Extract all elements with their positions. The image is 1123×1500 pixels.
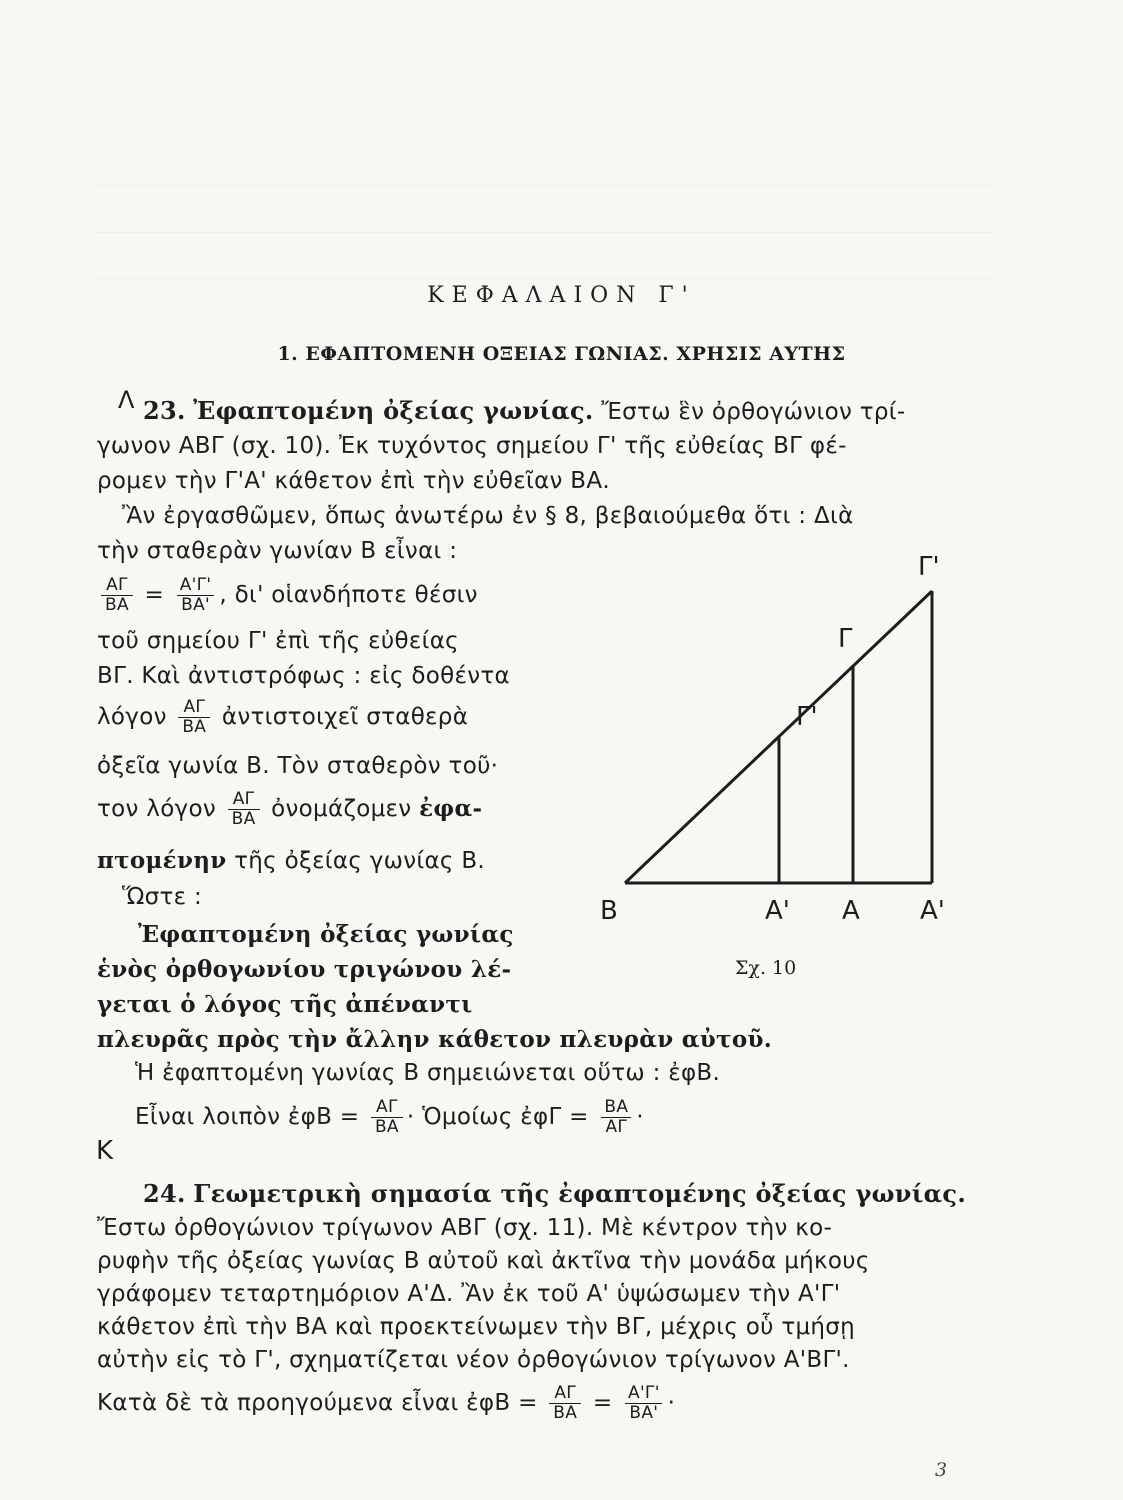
chapter-title: ΚΕΦΑΛΑΙΟΝ Γ' — [427, 283, 696, 308]
p23-line-2: γωνον ΑΒΓ (σχ. 10). Ἐκ τυχόντος σημείου Γ' τῆς εὐθείας ΒΓ φέ- — [97, 433, 847, 459]
frac-numerator: Α'Γ' — [179, 575, 212, 595]
p23-line11-a: τον λόγον — [97, 796, 216, 822]
margin-mark-1: Λ — [118, 386, 135, 414]
frac-denominator: ΒΑ — [228, 809, 260, 829]
label-g-prime-small: Γ' — [796, 702, 818, 732]
p23-line6-rest: , δι' οἱανδήποτε θέσιν — [219, 582, 478, 608]
label-g: Γ — [838, 624, 853, 654]
p24-line-5: αὐτὴν εἰς τὸ Γ', σχηματίζεται νέον ὀρθογώνιον τρίγωνον Α'ΒΓ'. — [97, 1347, 850, 1373]
frac-numerator: ΑΓ — [232, 789, 255, 809]
definition-line-3: γεται ὁ λόγος τῆς ἀπέναντι — [97, 991, 473, 1018]
fraction-ag-ba — [371, 1098, 403, 1137]
frac-denominator: ΒΑ — [549, 1403, 581, 1423]
p23-line15-b: · Ὁμοίως ἐφΓ = — [406, 1104, 589, 1130]
p23-line12-a: πτομένην — [97, 847, 227, 874]
p23-line1-rest: Ἔστω ἓν ὀρθογώνιον τρί- — [601, 399, 906, 425]
p23-line-5: τὴν σταθερὰν γωνίαν Β εἶναι : — [97, 538, 458, 564]
p24-line6-end: · — [667, 1390, 676, 1416]
p23-line-4: Ἂν ἐργασθῶμεν, ὅπως ἀνωτέρω ἐν § 8, βεβαιούμεθα ὅτι : Διὰ — [122, 503, 854, 529]
p23-line-3: ρομεν τὴν Γ'Α' κάθετον ἐπὶ τὴν εὐθεῖαν ΒΑ. — [97, 468, 611, 494]
p24-title: Γεωμετρικὴ σημασία τῆς ἐφαπτομένης ὀξείας γωνίας. — [193, 1179, 966, 1208]
definition-line-4: πλευρᾶς πρὸς τὴν ἄλλην κάθετον πλευρὰν αὐτοῦ. — [97, 1026, 773, 1053]
p23-line-9 — [97, 698, 468, 737]
p23-line-12 — [97, 846, 485, 876]
frac-denominator: ΒΑ — [101, 595, 133, 615]
label-g-prime-top: Γ' — [918, 552, 940, 582]
figure-caption: Σχ. 10 — [735, 957, 797, 979]
fraction-ag-ba — [101, 576, 133, 615]
p23-line15-a: Εἶναι λοιπὸν ἐφΒ = — [135, 1104, 360, 1130]
equals-sign: = — [144, 582, 165, 608]
p23-title: Ἐφαπτομένη ὀξείας γωνίας. — [193, 396, 594, 425]
frac-numerator: Α'Γ' — [628, 1383, 660, 1403]
label-b: Β — [600, 896, 618, 926]
p23-line-1 — [143, 396, 905, 427]
p24-line6-a: Κατὰ δὲ τὰ προηγούμενα εἶναι ἐφΒ = — [97, 1390, 538, 1416]
fraction-ag-ba — [549, 1384, 581, 1423]
p23-line-10: ὀξεῖα γωνία Β. Τὸν σταθερὸν τοῦ· — [97, 753, 499, 779]
p23-line-14: Ἡ ἐφαπτομένη γωνίας Β σημειώνεται οὕτω : ἐφΒ. — [135, 1060, 721, 1086]
p23-line9-b: ἀντιστοιχεῖ σταθερὰ — [221, 704, 469, 730]
p23-line11-c: ἐφα- — [419, 795, 483, 822]
p24-number: 24. — [143, 1179, 186, 1208]
p23-line9-a: λόγον — [97, 704, 167, 730]
page-number: 3 — [935, 1459, 948, 1481]
fraction-ag-ba — [228, 790, 260, 829]
p24-line-1: Ἔστω ὀρθογώνιον τρίγωνον ΑΒΓ (σχ. 11). Μὲ κέντρον τὴν κο- — [97, 1215, 833, 1241]
frac-numerator: ΑΓ — [183, 697, 206, 717]
p24-line-title — [143, 1179, 966, 1210]
frac-numerator: ΑΓ — [554, 1383, 577, 1403]
equals-sign: = — [592, 1390, 613, 1416]
frac-denominator: ΒΑ' — [177, 595, 214, 615]
fraction-a1g1-ba1 — [176, 576, 216, 615]
figure-10-diagram — [590, 545, 960, 935]
fraction-ag-ba — [178, 698, 210, 737]
section-heading: 1. ΕΦΑΠΤΟΜΕΝΗ ΟΞΕΙΑΣ ΓΩΝΙΑΣ. ΧΡΗΣΙΣ ΑΥΤΗΣ — [277, 343, 846, 365]
frac-denominator: ΒΑ — [371, 1117, 403, 1137]
label-a: Α — [842, 896, 860, 926]
p23-line15-end: · — [636, 1104, 644, 1130]
p23-line-13: Ὥστε : — [122, 884, 203, 910]
label-a-prime-1: Α' — [765, 896, 790, 926]
p23-line-8: ΒΓ. Καὶ ἀντιστρόφως : εἰς δοθέντα — [97, 663, 511, 689]
p23-number: 23. — [143, 396, 186, 425]
definition-line-2: ἑνὸς ὀρθογωνίου τριγώνου λέ- — [97, 956, 512, 983]
p24-line-6 — [97, 1384, 675, 1423]
frac-denominator: ΒΑ — [178, 717, 210, 737]
frac-denominator: ΒΑ' — [625, 1403, 662, 1423]
p23-line12-b: τῆς ὀξείας γωνίας Β. — [234, 848, 486, 874]
definition-line-1: Ἐφαπτομένη ὀξείας γωνίας — [138, 921, 514, 948]
p24-line-2: ρυφὴν τῆς ὀξείας γωνίας Β αὐτοῦ καὶ ἀκτῖνα τὴν μονάδα μήκους — [97, 1248, 870, 1274]
p23-line11-b: ὀνομάζομεν — [271, 796, 412, 822]
fraction-ba-ag — [600, 1098, 632, 1137]
frac-numerator: ΑΓ — [106, 575, 128, 595]
p23-line-15 — [135, 1098, 644, 1137]
p23-line-6 — [97, 576, 478, 615]
p23-line-7: τοῦ σημείου Γ' ἐπὶ τῆς εὐθείας — [97, 628, 459, 654]
frac-denominator: ΑΓ — [601, 1117, 631, 1137]
p24-line-4: κάθετον ἐπὶ τὴν ΒΑ καὶ προεκτείνωμεν τὴν ΒΓ, μέχρις οὗ τμήσῃ — [97, 1314, 856, 1340]
p23-line-11 — [97, 790, 482, 829]
frac-numerator: ΑΓ — [376, 1097, 398, 1117]
margin-mark-2: Κ — [96, 1136, 114, 1166]
p24-line-3: γράφομεν τεταρτημόριον Α'Δ. Ἂν ἐκ τοῦ Α' ὑψώσωμεν τὴν Α'Γ' — [97, 1281, 841, 1307]
fraction-a1g1-ba1 — [624, 1384, 664, 1423]
label-a-prime-2: Α' — [920, 896, 945, 926]
frac-numerator: ΒΑ — [604, 1097, 629, 1117]
